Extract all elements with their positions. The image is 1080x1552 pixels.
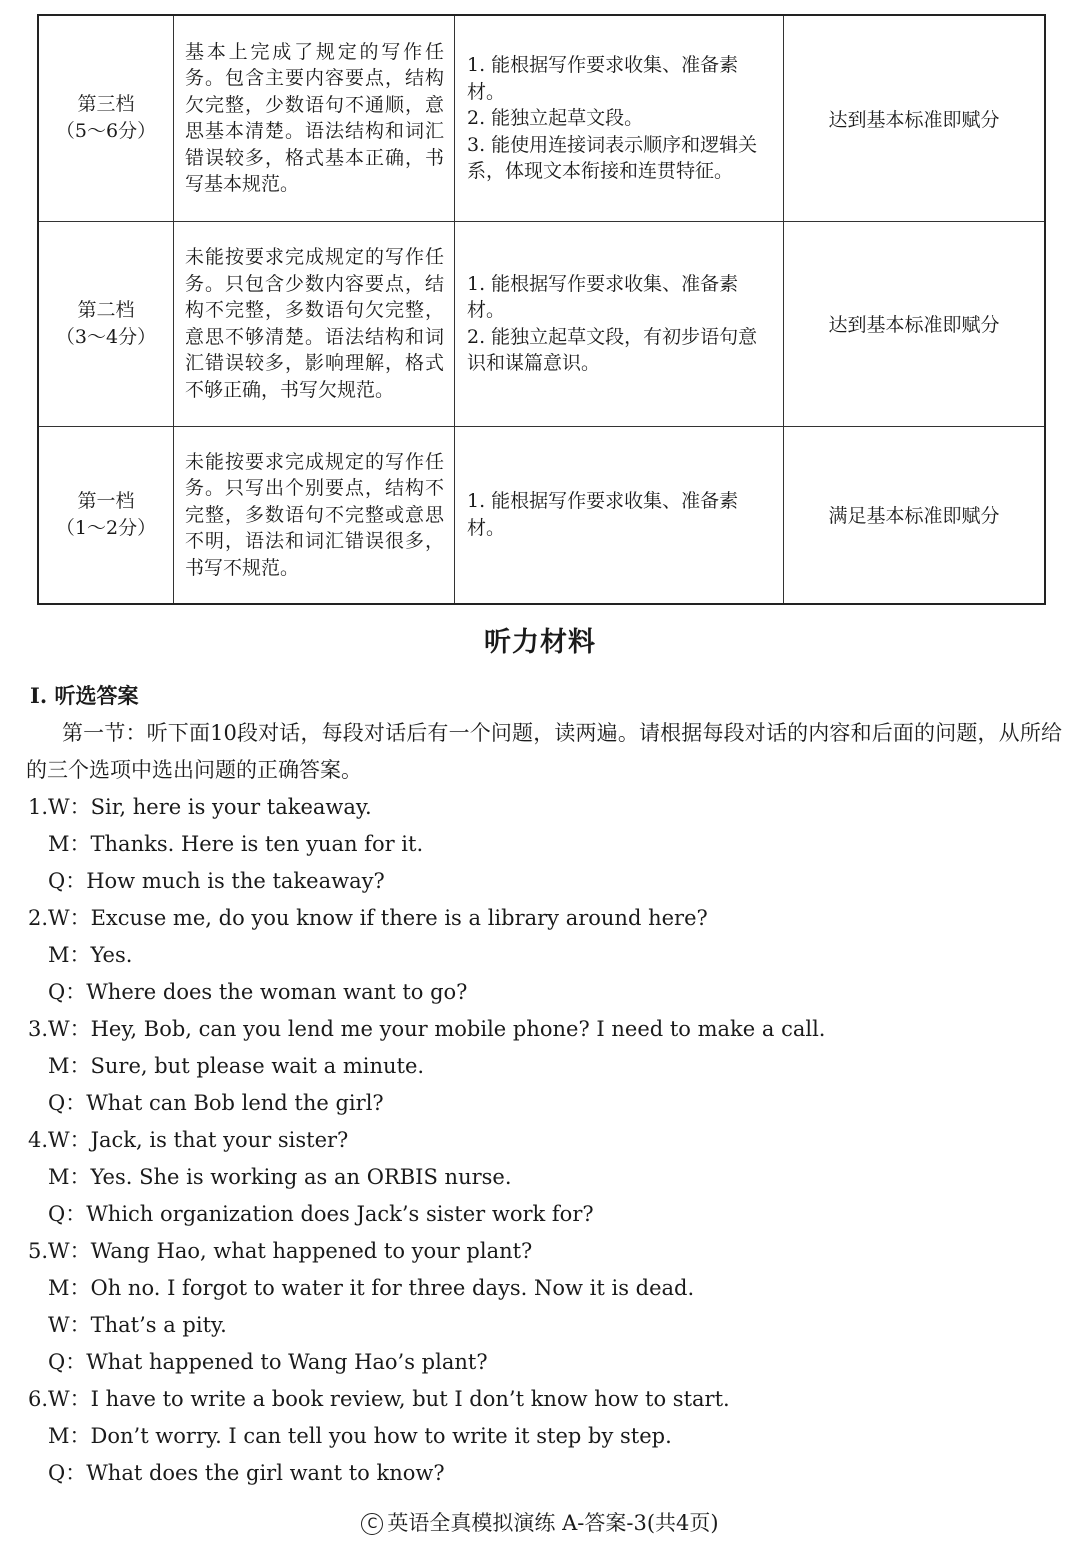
dialogue-text: I have to write a book review, but I don’t know how to start.	[90, 1387, 730, 1411]
dialogue-text: Where does the woman want to go?	[86, 980, 468, 1004]
skill-item: 2. 能独立起草文段。	[467, 107, 644, 129]
dialogue-text: Jack, is that your sister?	[90, 1128, 349, 1152]
dialogue-line	[0, 1344, 1080, 1381]
speaker-label: W：	[48, 1017, 91, 1041]
dialogue-line	[0, 1307, 1080, 1344]
speaker-label: Q：	[48, 1202, 87, 1226]
dialogue-line	[0, 1085, 1080, 1122]
dialogue-line	[0, 937, 1080, 974]
dialogue-text: Excuse me, do you know if there is a library around here?	[90, 906, 708, 930]
dialogue-line	[0, 1159, 1080, 1196]
speaker-label: W：	[48, 1239, 91, 1263]
dialogue-line	[0, 1011, 1080, 1048]
speaker-label: Q：	[48, 980, 87, 1004]
grade-score-range: （5～6分）	[55, 120, 157, 143]
speaker-label: W：	[48, 1387, 91, 1411]
speaker-label: M：	[48, 1054, 91, 1078]
dialogue-number: 2.	[27, 906, 48, 930]
section-title: 听力材料	[484, 627, 596, 658]
dialogue-text: What does the girl want to know?	[86, 1461, 445, 1485]
grade-name: 第三档	[77, 93, 135, 116]
rubric-row	[38, 426, 1045, 604]
dialogue-text: Yes.	[90, 943, 133, 967]
dialogue-line	[0, 1270, 1080, 1307]
speaker-label: M：	[48, 1165, 91, 1189]
score-criterion-cell: 达到基本标准即赋分	[784, 221, 1046, 426]
speaker-label: Q：	[48, 869, 87, 893]
rubric-row	[38, 221, 1045, 426]
dialogue-line	[0, 863, 1080, 900]
dialogue-text: Don’t worry. I can tell you how to write it step by step.	[90, 1424, 672, 1448]
page-footer	[0, 1507, 1080, 1537]
description-cell: 未能按要求完成规定的写作任务。只写出个别要点，结构不完整，多数语句不完整或意思不明，语法和词汇错误很多，书写不规范。	[174, 426, 455, 604]
speaker-label: Q：	[48, 1350, 87, 1374]
dialogue-number: 3.	[27, 1017, 48, 1041]
skills-cell	[455, 221, 784, 426]
dialogue-line	[0, 826, 1080, 863]
dialogue-list	[0, 789, 1080, 1492]
part-heading: Ⅰ. 听选答案	[30, 683, 139, 708]
dialogue-line	[0, 1048, 1080, 1085]
speaker-label: W：	[48, 1128, 91, 1152]
writing-rubric-table	[37, 14, 1046, 605]
grade-score-range: （3～4分）	[55, 325, 157, 348]
grade-cell	[38, 426, 174, 604]
dialogue-text: What can Bob lend the girl?	[86, 1091, 384, 1115]
description-cell: 未能按要求完成规定的写作任务。只包含少数内容要点，结构不完整，多数语句欠完整，意思不够清楚。语法结构和词汇错误较多，影响理解，格式不够正确，书写欠规范。	[174, 221, 455, 426]
dialogue-text: Wang Hao, what happened to your plant?	[90, 1239, 533, 1263]
grade-name: 第一档	[77, 489, 135, 512]
dialogue-number: 5.	[27, 1239, 48, 1263]
dialogue-line	[0, 1381, 1080, 1418]
dialogue-text: How much is the takeaway?	[86, 869, 385, 893]
dialogue-text: That’s a pity.	[90, 1313, 227, 1337]
speaker-label: M：	[48, 832, 91, 856]
speaker-label: M：	[48, 1424, 91, 1448]
grade-name: 第二档	[77, 298, 135, 321]
speaker-label: Q：	[48, 1461, 87, 1485]
dialogue-text: What happened to Wang Hao’s plant?	[86, 1350, 488, 1374]
instructions-paragraph: 第一节：听下面10段对话，每段对话后有一个问题，读两遍。请根据每段对话的内容和后面的问题，从所给的三个选项中选出问题的正确答案。	[26, 721, 1062, 782]
grade-cell	[38, 15, 174, 221]
skill-item: 1. 能根据写作要求收集、准备素材。	[467, 272, 739, 321]
speaker-label: W：	[48, 795, 91, 819]
dialogue-text: Thanks. Here is ten yuan for it.	[90, 832, 424, 856]
skill-item: 1. 能根据写作要求收集、准备素材。	[467, 54, 739, 103]
description-cell: 基本上完成了规定的写作任务。包含主要内容要点，结构欠完整，少数语句不通顺，意思基本清楚。语法结构和词汇错误较多，格式基本正确，书写基本规范。	[174, 15, 455, 221]
speaker-label: Q：	[48, 1091, 87, 1115]
grade-cell	[38, 221, 174, 426]
skill-item: 2. 能独立起草文段，有初步语句意识和谋篇意识。	[467, 325, 758, 374]
score-criterion-cell: 达到基本标准即赋分	[784, 15, 1046, 221]
dialogue-line	[0, 900, 1080, 937]
dialogue-line	[0, 1455, 1080, 1492]
speaker-label: M：	[48, 1276, 91, 1300]
dialogue-line	[0, 1418, 1080, 1455]
dialogue-line	[0, 974, 1080, 1011]
skill-item: 1. 能根据写作要求收集、准备素材。	[467, 490, 739, 539]
dialogue-text: Which organization does Jack’s sister work for?	[86, 1202, 594, 1226]
dialogue-number: 1.	[27, 795, 48, 819]
speaker-label: M：	[48, 943, 91, 967]
speaker-label: W：	[48, 906, 91, 930]
grade-score-range: （1～2分）	[55, 516, 157, 539]
dialogue-line	[0, 1233, 1080, 1270]
rubric-row	[38, 15, 1045, 221]
score-criterion-cell: 满足基本标准即赋分	[784, 426, 1046, 604]
skills-cell	[455, 426, 784, 604]
dialogue-line	[0, 789, 1080, 826]
dialogue-text: Sure, but please wait a minute.	[90, 1054, 425, 1078]
dialogue-text: Hey, Bob, can you lend me your mobile phone? I need to make a call.	[90, 1017, 826, 1041]
copyright-icon: C	[361, 1513, 383, 1535]
skills-cell	[455, 15, 784, 221]
speaker-label: W：	[48, 1313, 91, 1337]
dialogue-text: Oh no. I forgot to water it for three days. Now it is dead.	[90, 1276, 695, 1300]
footer-text: 英语全真模拟演练 A-答案-3(共4页)	[387, 1511, 719, 1535]
dialogue-text: Yes. She is working as an ORBIS nurse.	[90, 1165, 512, 1189]
dialogue-number: 6.	[27, 1387, 48, 1411]
dialogue-text: Sir, here is your takeaway.	[90, 795, 372, 819]
dialogue-line	[0, 1122, 1080, 1159]
skill-item: 3. 能使用连接词表示顺序和逻辑关系，体现文本衔接和连贯特征。	[467, 133, 758, 182]
dialogue-number: 4.	[27, 1128, 48, 1152]
dialogue-line	[0, 1196, 1080, 1233]
